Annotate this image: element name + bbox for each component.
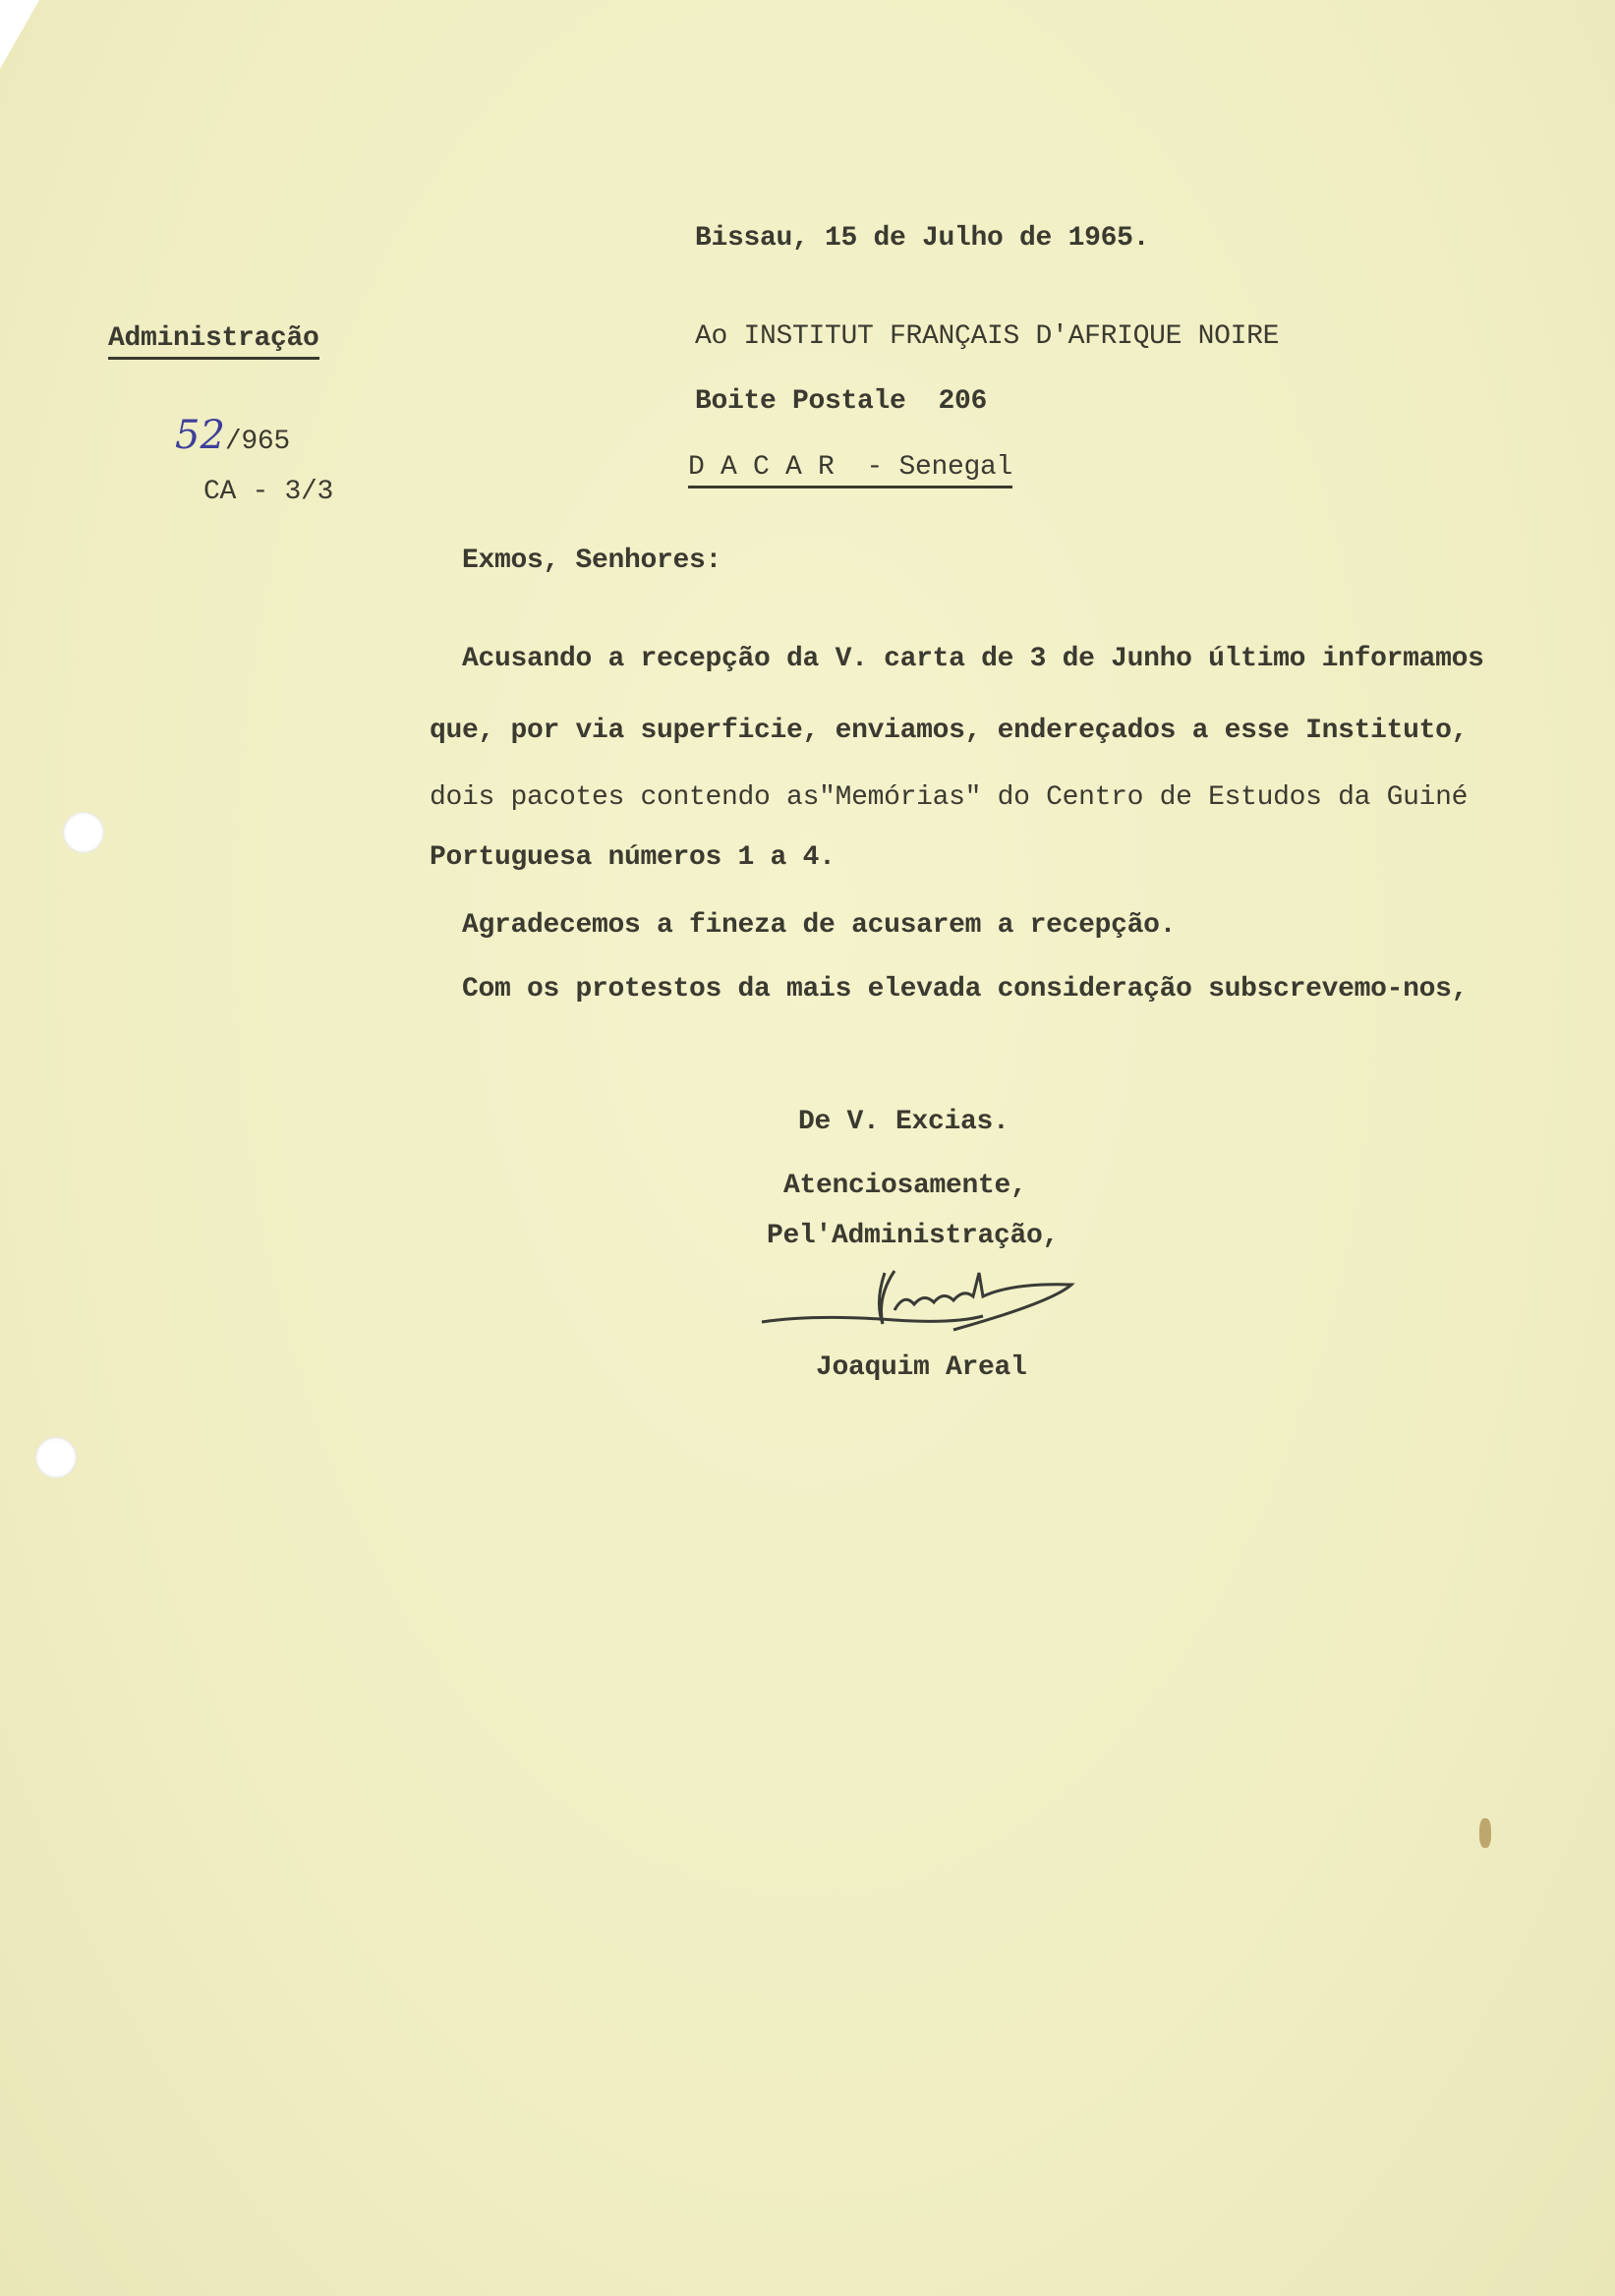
body-line: Portuguesa números 1 a 4. [430, 842, 836, 873]
stain [1479, 1818, 1491, 1848]
body-line: dois pacotes contendo as"Memórias" do Centro de Estudos da Guiné [430, 782, 1469, 813]
punch-hole [35, 1437, 77, 1478]
handwritten-signature [757, 1263, 1091, 1342]
salutation: Exmos, Senhores: [462, 545, 722, 576]
reference-number [175, 413, 290, 459]
reference-year: /965 [224, 427, 290, 457]
recipient-line-3: D A C A R - Senegal [688, 451, 1012, 488]
body-line: que, por via superficie, enviamos, endereçados a esse Instituto, [430, 716, 1469, 746]
recipient-line-1: Ao INSTITUT FRANÇAIS D'AFRIQUE NOIRE [695, 321, 1280, 352]
body-paragraph-3: Com os protestos da mais elevada consideração subscrevemo-nos, [462, 974, 1469, 1004]
date-line: Bissau, 15 de Julho de 1965. [695, 223, 1150, 254]
closing-line-1: De V. Excias. [798, 1107, 1009, 1137]
closing-line-2: Atenciosamente, [783, 1171, 1027, 1201]
body-line: Acusando a recepção da V. carta de 3 de Junho último informamos [462, 644, 1484, 674]
punch-hole [63, 812, 104, 853]
signatory-name: Joaquim Areal [816, 1352, 1027, 1383]
body-paragraph-2: Agradecemos a fineza de acusarem a recepção. [462, 910, 1177, 941]
closing-line-3: Pel'Administração, [767, 1221, 1060, 1251]
reference-code: CA - 3/3 [203, 477, 334, 507]
folded-corner [0, 0, 39, 69]
handwritten-number: 52 [175, 413, 225, 458]
recipient-line-2: Boite Postale 206 [695, 386, 988, 417]
department-heading: Administração [108, 322, 319, 360]
